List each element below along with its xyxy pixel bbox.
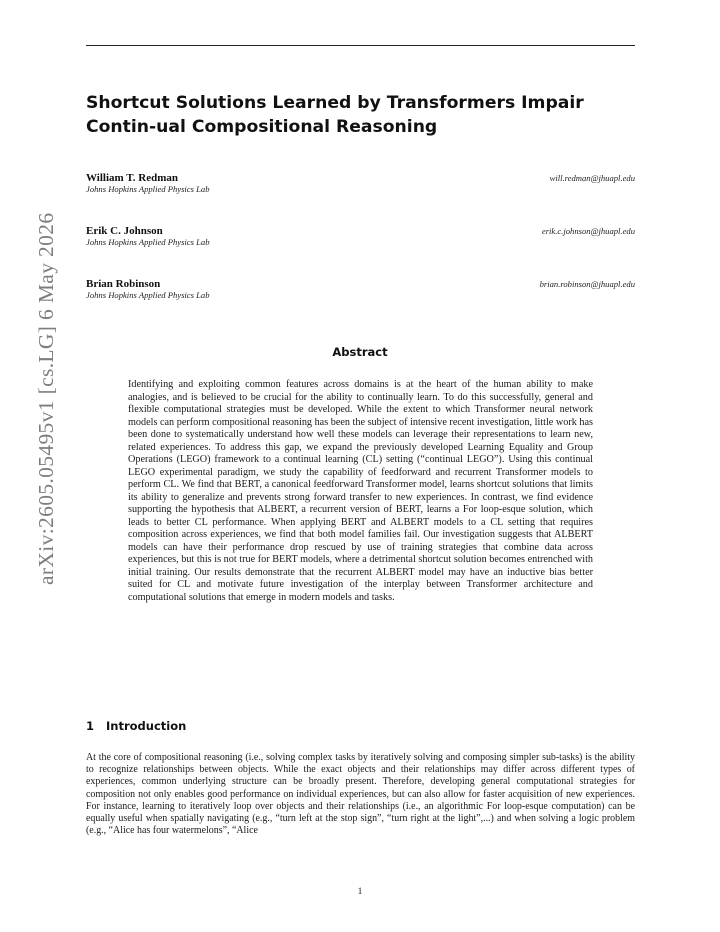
top-rule xyxy=(86,45,635,46)
paper-title: Shortcut Solutions Learned by Transformers Impair Contin-ual Compositional Reasoning xyxy=(86,93,584,137)
abstract-text: Identifying and exploiting common features across domains is at the heart of the human ability to make analogies, and is believed to be crucial for the ability to continually learn. To do this successfully, general and flexible computational strategies must be developed. While the extent to which Transformer neural network models can perform compositional reasoning has been the subject of intensive recent investigation, little work has been done to systematically understand how well these models can leverage their representations to learn new, related experiences. To address this gap, we expand the previously developed Learning Equality and Group Operations (LEGO) framework to a continual learning (CL) setting (“continual LEGO”). Using this continual LEGO experimental paradigm, we study the capability of feedforward and recurrent Transformer models to perform CL. We find that BERT, a canonical feedforward Transformer model, learns shortcut solutions that limits its ability to generalize and prevents strong forward transfer to new experiences. In contrast, we find evidence supporting the hypothesis that ALBERT, a recurrent version of BERT, learns a For loop-esque solution, which leads to better CL performance. When applying BERT and ALBERT models to a CL setting that requires composition across experiences, we find that both model families fail. Our investigation suggests that ALBERT models can have their performance drop rescued by use of training strategies that combine data across experiences, but this is not true for BERT models, where a detrimental shortcut solution becomes entrenched with initial training. Our results demonstrate that the recurrent ALBERT model may have an inductive bias better suited for CL and motivate future investigation of the interplay between Transformer architecture and computational solutions that emerge in modern models and tasks. xyxy=(128,379,593,603)
arxiv-id-text: arXiv:2605.05495v1 [cs.LG] 6 May 2026 xyxy=(34,212,58,585)
author-affiliation: Johns Hopkins Applied Physics Lab xyxy=(86,237,210,247)
section-title: Introduction xyxy=(106,719,187,733)
author-affiliation: Johns Hopkins Applied Physics Lab xyxy=(86,290,210,300)
author-email: erik.c.johnson@jhuapl.edu xyxy=(541,226,635,236)
author-name: Brian Robinson xyxy=(86,278,161,290)
section-number: 1 xyxy=(86,719,95,733)
section-heading xyxy=(86,719,186,733)
author-affiliation: Johns Hopkins Applied Physics Lab xyxy=(86,184,210,194)
introduction-text: At the core of compositional reasoning (i.e., solving complex tasks by iteratively solving and composing simpler sub-tasks) is the ability to recognize relationships between objects. While the exact objects and their relationships may differ across different types of experiences, common underlying structure can be broadly present. Therefore, developing general computational strategies for composition not only enables good performance on individual experiences, but can also allow for faster acquisition of new experiences. For instance, learning to iteratively loop over objects and their relationships (i.e., an algorithmic For loop-esque computation) can be equally useful when spatially navigating (e.g., “turn left at the stop sign”, “turn right at the light”,...) and when solving a logic problem (e.g., “Alice has four watermelons”, “Alice xyxy=(86,752,635,837)
author-block xyxy=(86,172,635,198)
author-email: brian.robinson@jhuapl.edu xyxy=(539,279,635,289)
author-block xyxy=(86,278,635,304)
abstract-heading: Abstract xyxy=(332,345,388,359)
author-email: will.redman@jhuapl.edu xyxy=(549,173,635,183)
author-name: Erik C. Johnson xyxy=(86,225,163,237)
page-number: 1 xyxy=(357,887,363,897)
author-name: William T. Redman xyxy=(86,172,178,184)
author-block xyxy=(86,225,635,251)
